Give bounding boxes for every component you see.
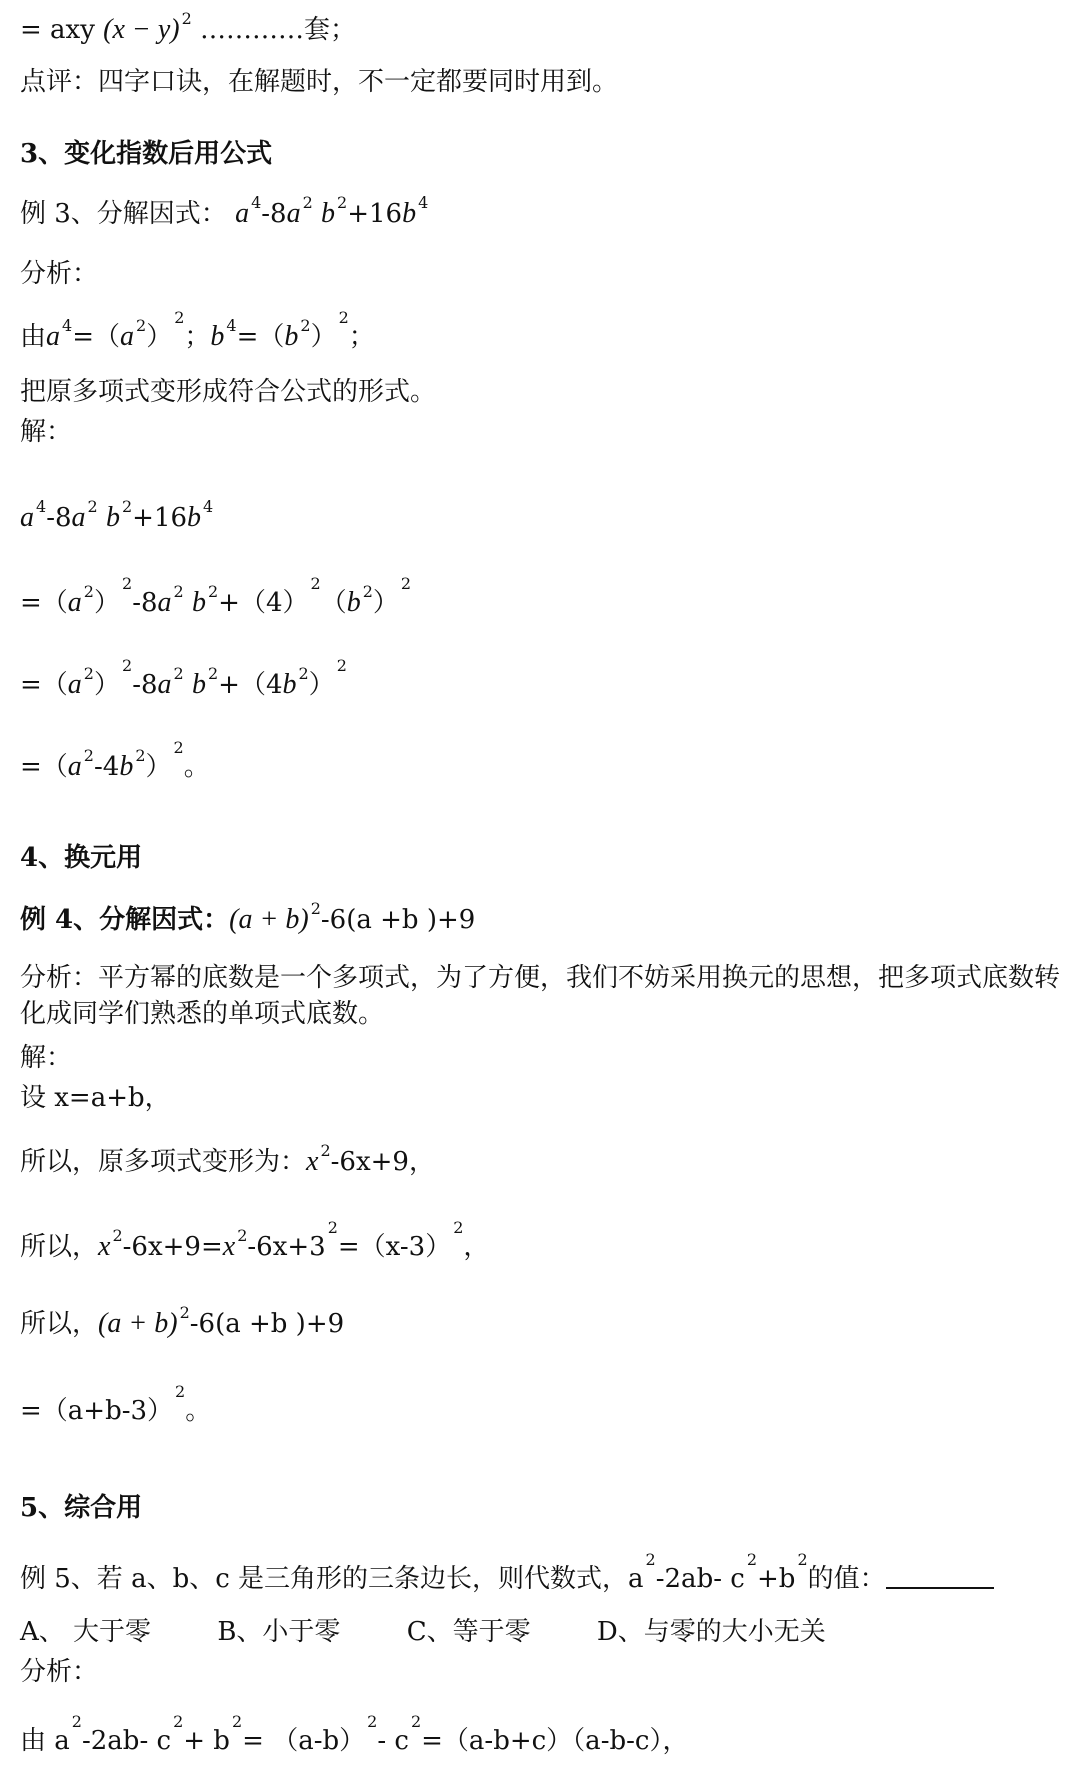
exponent: 2: [122, 656, 133, 675]
math-var: a: [157, 669, 172, 700]
math-var: x: [98, 1231, 111, 1262]
text: 所以，原多项式变形为：: [20, 1147, 307, 1177]
solution-label: 解：: [20, 417, 73, 447]
text: -6x+9=: [122, 1232, 223, 1262]
text: 例 5、若 a、b、c 是三角形的三条边长，则代数式，a: [20, 1564, 644, 1594]
exponent: 4: [418, 193, 429, 212]
text: -8: [46, 503, 72, 533]
example-4: [20, 899, 476, 938]
math-var: a: [20, 502, 34, 533]
option-c: C、等于零: [406, 1617, 531, 1647]
text: 所以，: [20, 1309, 99, 1339]
math-expr: (x − y): [103, 14, 180, 45]
exponent: 2: [310, 899, 321, 918]
exponent: 4: [251, 193, 262, 212]
math-var: b: [191, 669, 206, 700]
math-expr: (a + b): [229, 904, 309, 935]
exponent: 2: [87, 497, 98, 516]
text: 例 3、分解因式：: [20, 199, 227, 229]
exponent: 4: [36, 497, 47, 516]
exponent: 2: [71, 1712, 82, 1731]
text: 所以，: [20, 1232, 99, 1262]
substitution-step-4: [20, 1382, 212, 1429]
exponent: 2: [746, 1550, 758, 1569]
text: +（4）: [218, 588, 309, 618]
exponent: 2: [173, 1712, 184, 1731]
option-b: B、小于零: [217, 1617, 341, 1647]
exponent: 2: [112, 1226, 123, 1245]
math-var: b: [321, 198, 336, 229]
solution-step-2: [20, 574, 412, 621]
text: +16: [132, 503, 188, 533]
text: -6(a +b )+9: [320, 905, 476, 935]
answer-blank: [886, 1561, 994, 1589]
text: -4: [93, 752, 120, 782]
text: -2ab- c: [81, 1726, 172, 1756]
math-var: a: [67, 669, 82, 700]
exponent: 2: [337, 193, 348, 212]
text: 例 4、分解因式：: [20, 905, 230, 935]
exponent: 2: [302, 193, 313, 212]
example-5: [20, 1550, 994, 1597]
exponent: 2: [310, 574, 321, 593]
text: -8: [261, 199, 287, 229]
text: ）: [372, 588, 399, 618]
comment-line: 点评：四字口诀，在解题时，不一定都要同时用到。: [20, 67, 619, 97]
section-heading-5: 5、综合用: [20, 1493, 143, 1523]
text: 。: [183, 752, 210, 782]
text: -2ab- c: [655, 1564, 745, 1594]
example-3: [20, 193, 429, 232]
text: =（: [236, 322, 285, 352]
text: ）: [308, 670, 335, 700]
math-var: a: [71, 502, 86, 533]
exponent: 4: [226, 316, 237, 335]
exponent: 2: [797, 1550, 808, 1569]
solution-step-3: [20, 656, 347, 703]
math-expr: (a + b): [98, 1308, 178, 1339]
exponent: 2: [320, 1141, 331, 1160]
text: ）: [310, 322, 337, 352]
exponent: 2: [298, 664, 309, 683]
section-heading-3: 3、变化指数后用公式: [20, 139, 273, 169]
text: -8: [132, 588, 158, 618]
exponent: 2: [83, 582, 94, 601]
math-var: b: [119, 751, 134, 782]
exponent: 2: [231, 1712, 243, 1731]
exponent: 2: [207, 582, 219, 601]
text: ；: [184, 322, 211, 352]
substitution-step-2: [20, 1218, 490, 1265]
text: ，: [463, 1232, 490, 1262]
answer-options: [20, 1614, 884, 1650]
text: =（a+b-3）: [20, 1396, 174, 1426]
text: -6x+3: [247, 1232, 326, 1262]
exponent: 2: [367, 1712, 378, 1731]
text: -6(a +b )+9: [189, 1309, 345, 1339]
math-var: a: [67, 751, 82, 782]
solution-step-1: [20, 497, 214, 536]
text: ；: [348, 322, 375, 352]
exponent: 2: [135, 746, 146, 765]
text: =（: [20, 588, 68, 618]
math-var: b: [105, 502, 120, 533]
math-var: b: [191, 587, 206, 618]
exponent: 4: [203, 497, 214, 516]
text: 由 a: [20, 1726, 70, 1756]
option-d: D、与零的大小无关: [596, 1617, 826, 1647]
text: …………套；: [200, 15, 357, 45]
exponent: 2: [181, 9, 192, 28]
text: - c: [377, 1726, 409, 1756]
exponent: 2: [400, 574, 412, 593]
math-var: a: [157, 587, 172, 618]
text: +b: [757, 1564, 796, 1594]
exponent: 2: [453, 1218, 464, 1237]
exponent: 2: [336, 656, 347, 675]
math-var: a: [235, 198, 250, 229]
exponent: 2: [173, 738, 184, 757]
math-var: b: [187, 502, 202, 533]
exponent: 2: [362, 582, 373, 601]
analysis-step: [20, 1712, 689, 1759]
exponent: 2: [83, 664, 94, 683]
text: （: [320, 588, 347, 618]
math-var: x: [306, 1146, 319, 1177]
text: =（x-3）: [337, 1232, 452, 1262]
solution-step-4: [20, 738, 210, 785]
text: ）: [145, 752, 172, 782]
exponent: 2: [410, 1712, 422, 1731]
exponent: 2: [645, 1550, 656, 1569]
exponent: 2: [338, 308, 349, 327]
text: =（: [72, 322, 120, 352]
option-a: A、 大于零: [20, 1617, 152, 1647]
math-var: b: [210, 321, 225, 352]
exponent: 2: [174, 308, 185, 327]
section-heading-4: 4、换元用: [20, 843, 143, 873]
math-var: a: [67, 587, 82, 618]
text: = （a-b）: [242, 1726, 366, 1756]
exponent: 2: [179, 1303, 190, 1322]
text: -8: [132, 670, 158, 700]
text: -6x+9，: [330, 1147, 435, 1177]
exponent: 2: [207, 664, 219, 683]
exponent: 2: [122, 574, 133, 593]
text: 的值：: [807, 1564, 886, 1594]
exponent: 2: [173, 664, 184, 683]
text: 由: [20, 322, 47, 352]
analysis-label: 分析：: [20, 259, 99, 289]
math-var: a: [286, 198, 301, 229]
text: 。: [185, 1396, 212, 1426]
math-var: x: [222, 1231, 236, 1262]
substitution-step-1: [20, 1141, 435, 1180]
text: ）: [93, 588, 120, 618]
exponent: 2: [237, 1226, 248, 1245]
exponent: 2: [136, 316, 147, 335]
exponent: 2: [173, 582, 184, 601]
text: = axy: [20, 15, 95, 45]
substitution-step-3: [20, 1303, 345, 1342]
text: +16: [347, 199, 403, 229]
text: =（: [20, 752, 68, 782]
analysis-label: 分析：: [20, 1657, 99, 1687]
analysis-paragraph: 分析：平方幂的底数是一个多项式，为了方便，我们不妨采用换元的思想，把多项式底数转化成同学们熟悉的单项式底数。: [20, 963, 1061, 1029]
math-var: b: [402, 198, 417, 229]
exponent: 2: [175, 1382, 186, 1401]
text-line: 把原多项式变形成符合公式的形式。: [20, 377, 437, 407]
text: =（a-b+c）（a-b-c），: [421, 1726, 689, 1756]
exponent: 4: [62, 316, 73, 335]
text: =（: [20, 670, 68, 700]
math-var: b: [284, 321, 299, 352]
text: +（4: [218, 670, 283, 700]
exponent: 2: [300, 316, 311, 335]
text: + b: [183, 1726, 230, 1756]
math-var: a: [120, 321, 134, 352]
substitution-line: 设 x=a+b，: [20, 1083, 171, 1113]
exponent: 2: [121, 497, 133, 516]
exponent: 2: [83, 746, 94, 765]
math-var: a: [46, 321, 61, 352]
text: ）: [93, 670, 120, 700]
text: ）: [146, 322, 173, 352]
math-var: b: [282, 669, 297, 700]
solution-label: 解：: [20, 1043, 73, 1073]
math-var: b: [346, 587, 361, 618]
analysis-step: [20, 308, 375, 355]
line-1: [20, 9, 357, 48]
exponent: 2: [327, 1218, 338, 1237]
